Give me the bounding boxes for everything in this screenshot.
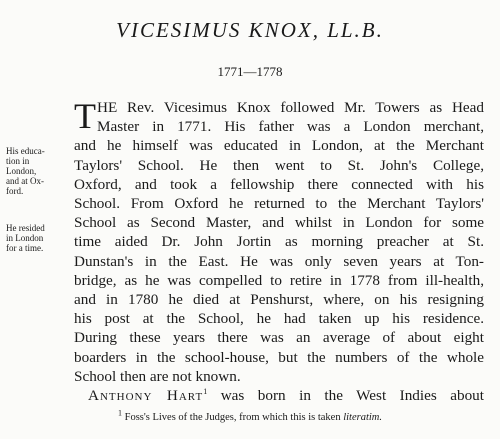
margin-note-line: ford.: [6, 186, 24, 196]
body-line: and he himself was educated in London, at the Merchant: [74, 137, 484, 155]
body-line: and in 1780 he died at Penshurst, where, on his resigning: [74, 291, 484, 309]
body-line: Dunstan's in the East. He was only seven years at Ton-: [74, 252, 484, 270]
body-line: boarders in the school-house, but the numbers of the whole: [74, 348, 484, 366]
footnote-mark: 1: [117, 408, 122, 418]
footnote-italic-text: literatim.: [343, 412, 382, 423]
body-line: bridge, as he was compelled to retire in 1778 from ill-health,: [74, 271, 484, 289]
footnote-text: Foss's Lives of the Judges, from which this is taken: [124, 412, 341, 423]
margin-note-line: His educa-: [6, 146, 45, 156]
body-line: Oxford, and took a fellowship there connected with his: [74, 175, 484, 193]
page-title: VICESIMUS KNOX, LL.B.: [116, 18, 384, 42]
footnote-reference: 1: [203, 386, 208, 396]
next-paragraph-text: was born in the West Indies about: [220, 387, 484, 405]
body-line: his post at the School, he had taken up his residence.: [74, 310, 484, 328]
margin-note-line: London,: [6, 166, 37, 176]
body-line: School. From Oxford he returned to the Merchant Taylors': [74, 195, 484, 213]
margin-note-line: He resided: [6, 223, 45, 233]
drop-cap: T: [74, 96, 96, 136]
footnote: [0, 408, 500, 423]
margin-note-education: [6, 146, 64, 196]
body-line: Taylors' School. He then went to St. John's College,: [74, 156, 484, 174]
body-line: time aided Dr. John Jortin as morning preacher at St.: [74, 233, 484, 251]
body-line: HE Rev. Vicesimus Knox followed Mr. Towers as Head: [97, 99, 484, 116]
margin-note-line: tion in: [6, 156, 30, 166]
person-name: Anthony Hart: [88, 387, 204, 405]
margin-note-line: for a time.: [6, 243, 44, 253]
margin-note-line: in London: [6, 233, 44, 243]
body-text: [74, 98, 484, 405]
body-line: During these years there was an average of about eight: [74, 329, 484, 347]
body-line: Master in 1771. His father was a London merchant,: [97, 118, 484, 136]
body-line: School then are not known.: [74, 367, 241, 385]
margin-note-residence: [6, 223, 64, 253]
margin-note-line: and at Ox-: [6, 176, 44, 186]
body-line: School as Second Master, and whilst in London for some: [74, 214, 484, 232]
next-paragraph-line: [74, 386, 484, 405]
date-range: 1771—1778: [217, 64, 283, 79]
